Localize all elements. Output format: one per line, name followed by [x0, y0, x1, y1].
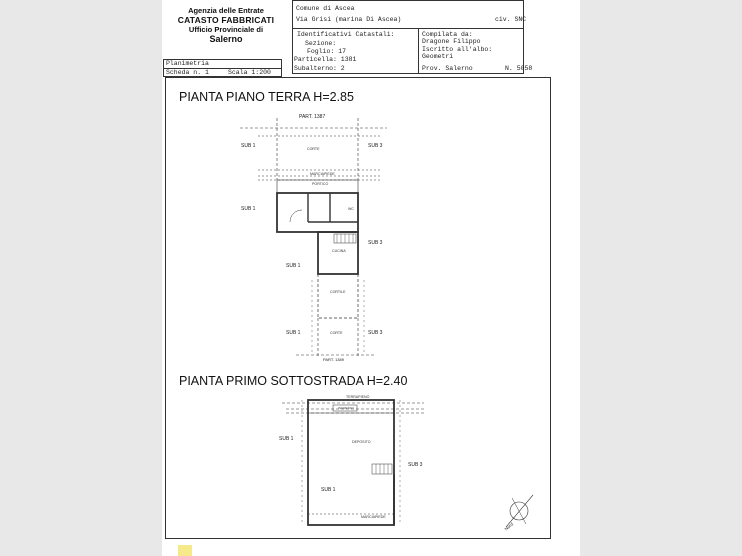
subalterno: Subalterno: 2: [294, 65, 345, 72]
civic-number: civ. SNC: [495, 16, 527, 23]
plan1-sub-label: SUB 1: [286, 263, 301, 269]
scale: Scala 1:200: [228, 69, 271, 76]
comune: Comune di Ascea: [296, 5, 355, 12]
room-label: CORTE: [307, 147, 320, 151]
floor-plan-drawing: [162, 0, 580, 556]
compiler-name: Dragone Filippo: [422, 38, 481, 45]
plan1-sub-label: SUB 3: [368, 143, 383, 149]
plan1-title: PIANTA PIANO TERRA H=2.85: [179, 90, 354, 104]
sticky-note[interactable]: [178, 545, 192, 556]
room-label: CUCINA: [332, 249, 346, 253]
province: Prov. Salerno: [422, 65, 473, 72]
register-label: Iscritto all'albo:: [422, 46, 493, 53]
cadastral-sheet: [162, 0, 580, 556]
plan2-sub-label: SUB 1: [321, 487, 336, 493]
plan2-title: PIANTA PRIMO SOTTOSTRADA H=2.40: [179, 374, 408, 388]
profession: Geometri: [422, 53, 454, 60]
provincial-office: Ufficio Provinciale di: [188, 25, 264, 34]
plan1-sub-label: SUB 3: [368, 240, 383, 246]
office-name: CATASTO FABBRICATI: [177, 15, 275, 25]
plan2-sub-label: SUB 1: [279, 436, 294, 442]
plan2-sub-label: SUB 3: [408, 462, 423, 468]
foglio: Foglio: 17: [307, 48, 347, 55]
identifiers-heading: Identificativi Catastali:: [297, 31, 395, 38]
scheda-number: Scheda n. 1: [166, 69, 209, 76]
room-label: DEPOSITO: [352, 440, 371, 444]
room-label: WC: [348, 207, 354, 211]
room-label: MARCIAPIEDE: [310, 172, 335, 176]
agency-name: Agenzia delle Entrate: [188, 6, 264, 15]
particella: Particella: 1381: [294, 56, 357, 63]
plan1-sub-label: SUB 1: [241, 143, 256, 149]
north-label: Nord: [503, 521, 515, 532]
plan1-sub-label: SUB 1: [241, 206, 256, 212]
room-label: CORTE: [330, 331, 343, 335]
room-label: PORTICO: [312, 182, 329, 186]
room-label: CORTILE: [330, 290, 346, 294]
room-label: MARCIAPIEDE: [361, 515, 386, 519]
sezione: Sezione:: [305, 40, 337, 47]
sheet-type: Planimetria: [166, 60, 209, 67]
terrace-label: TERRAPIENO: [346, 395, 370, 399]
plan1-sub-label: SUB 1: [286, 330, 301, 336]
part-top-label: PART. 1387: [299, 114, 326, 120]
register-number: N. 5058: [505, 65, 533, 72]
compiled-by: Compilata da:: [422, 31, 473, 38]
office-city: Salerno: [209, 34, 243, 44]
room-label: INGRESSO: [338, 406, 354, 410]
part-bottom-label: PART. 1389: [323, 357, 344, 362]
street-address: Via Grisi (marina Di Ascea): [296, 16, 402, 23]
plan1-sub-label: SUB 3: [368, 330, 383, 336]
